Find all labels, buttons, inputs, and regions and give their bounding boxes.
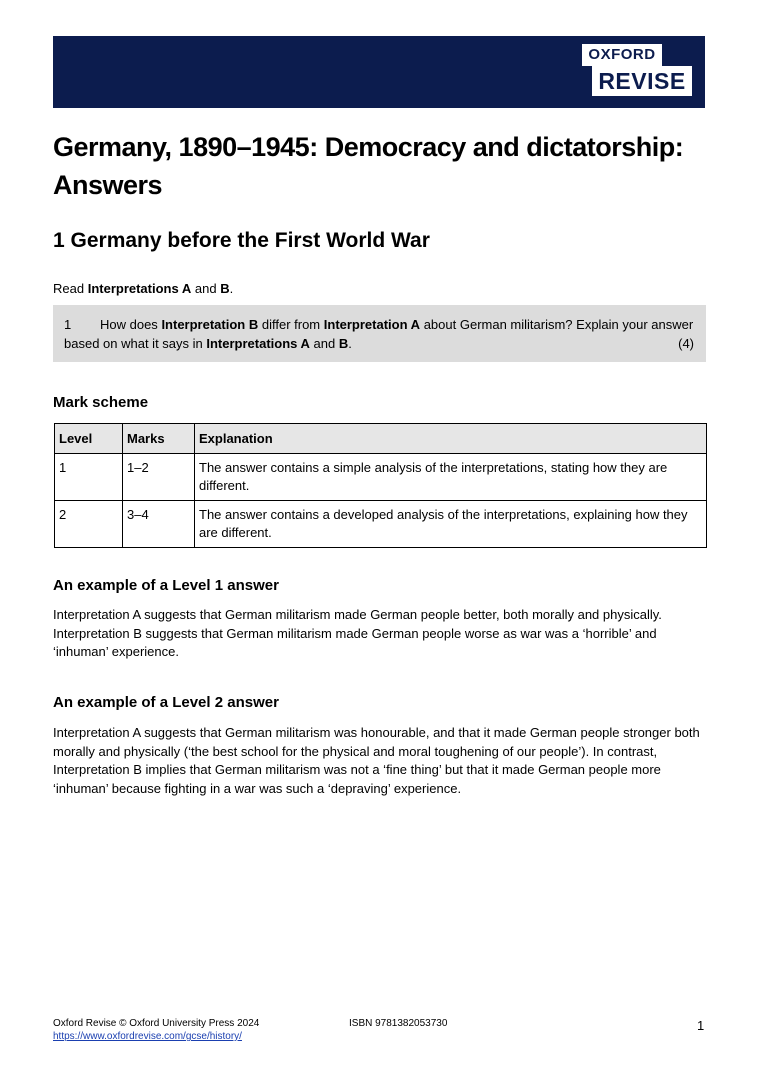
intro-line (53, 280, 233, 298)
question-interps-a: Interpretations A (206, 336, 310, 351)
intro-read: Read (53, 281, 85, 296)
question-box (53, 305, 706, 362)
cell-level: 1 (55, 454, 123, 501)
question-period: . (348, 336, 352, 351)
question-part1: How does (100, 317, 158, 332)
table-row (55, 454, 707, 501)
intro-period: . (229, 281, 234, 296)
page-title: Germany, 1890–1945: Democracy and dictatorship: Answers (53, 132, 684, 200)
logo-oxford-text: OXFORD (582, 44, 662, 66)
page-number: 1 (697, 1018, 705, 1033)
oxford-revise-logo (582, 44, 692, 98)
table-row (55, 501, 707, 548)
question-interp-a: Interpretation A (323, 317, 421, 332)
intro-interps: Interpretations A (87, 281, 192, 296)
logo-revise-text: REVISE (592, 66, 692, 96)
intro-b: B (220, 281, 230, 296)
question-part2: differ from (261, 317, 321, 332)
footer-left (53, 1017, 259, 1043)
question-b: B (338, 336, 349, 351)
intro-and: and (194, 281, 217, 296)
mark-scheme-heading: Mark scheme (53, 394, 149, 411)
cell-marks: 3–4 (123, 501, 195, 548)
level2-heading: An example of a Level 2 answer (53, 694, 279, 711)
footer-copyright: Oxford Revise © Oxford University Press 2024 (53, 1018, 260, 1029)
question-part3: about German militarism? Explain your answer based on what it says in (64, 317, 694, 351)
cell-explanation: The answer contains a simple analysis of the interpretations, stating how they are different. (195, 454, 707, 501)
question-marks: (4) (678, 336, 694, 351)
question-and: and (313, 336, 336, 351)
cell-explanation: The answer contains a developed analysis of the interpretations, explaining how they are different. (195, 501, 707, 548)
question-interp-b: Interpretation B (161, 317, 259, 332)
section-heading: 1 Germany before the First World War (53, 229, 430, 252)
header-banner (53, 36, 705, 108)
footer-isbn: ISBN 9781382053730 (349, 1018, 448, 1029)
column-header-marks: Marks (123, 424, 195, 454)
column-header-explanation: Explanation (195, 424, 707, 454)
table-header-row (55, 424, 707, 454)
level2-answer: Interpretation A suggests that German militarism was honourable, and that it made German people stronger both morally and physically (‘the best school for the physical and moral toughening of our people’). In contrast, Interpretation B implies that German militarism was not a ‘fine thing’ but that it made German people more ‘inhuman’ because fighting in a war was such a ‘depraving’ experience. (53, 725, 700, 796)
question-number: 1 (64, 317, 72, 332)
footer-url-link[interactable]: https://www.oxfordrevise.com/gcse/history/ (53, 1031, 242, 1042)
level1-heading: An example of a Level 1 answer (53, 577, 279, 594)
mark-scheme-table (54, 423, 707, 548)
cell-level: 2 (55, 501, 123, 548)
column-header-level: Level (55, 424, 123, 454)
cell-marks: 1–2 (123, 454, 195, 501)
level1-answer: Interpretation A suggests that German militarism made German people better, both morally and physically. Interpretation B suggests that German militarism made German people worse as war was a ‘horrible’ and ‘inhuman’ experience. (53, 607, 662, 659)
